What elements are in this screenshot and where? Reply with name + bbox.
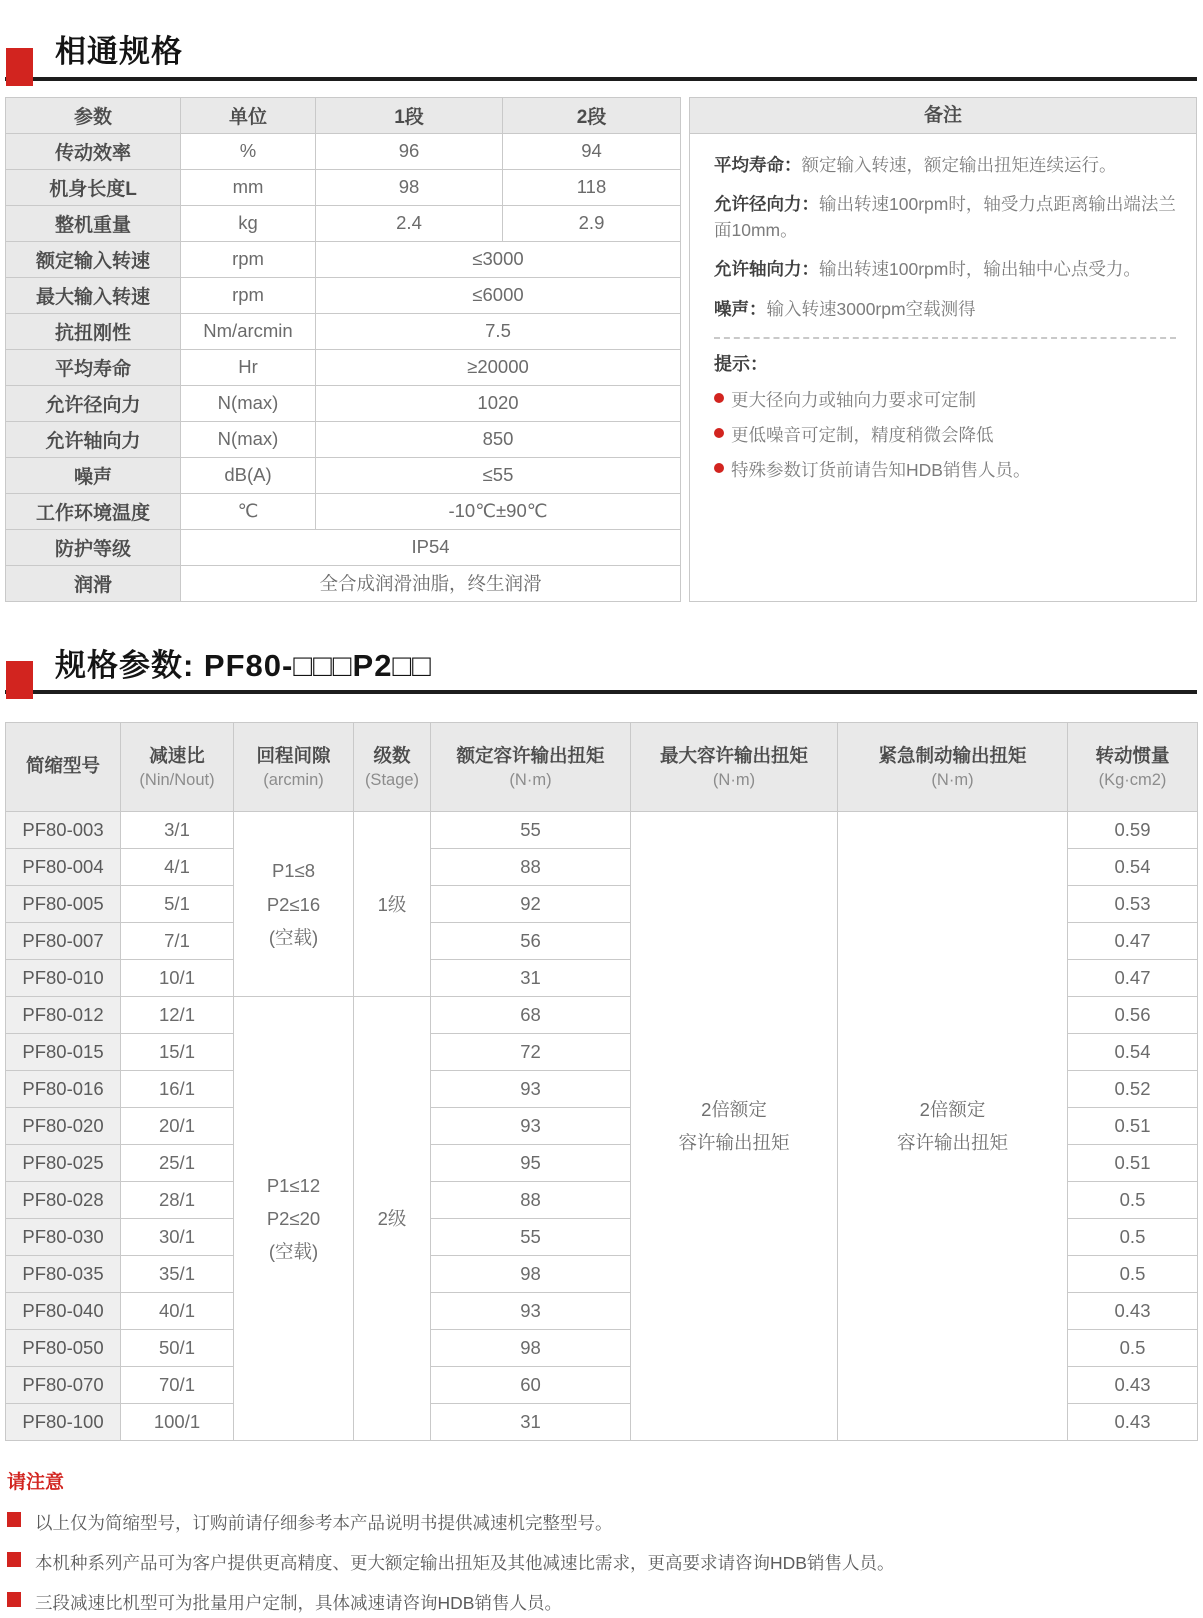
inertia-cell: 0.59 xyxy=(1068,812,1198,849)
model-cell: PF80-004 xyxy=(6,849,121,886)
ratio-cell: 28/1 xyxy=(121,1182,234,1219)
rated-torque-cell: 55 xyxy=(431,812,631,849)
remark-text: 输入转速3000rpm空载测得 xyxy=(766,298,976,319)
ratio-cell: 10/1 xyxy=(121,960,234,997)
table-row xyxy=(6,349,681,385)
table-row xyxy=(6,565,681,601)
ratio-cell: 35/1 xyxy=(121,1256,234,1293)
table-row xyxy=(6,205,681,241)
value-both-stages: 7.5 xyxy=(316,313,681,349)
table-row xyxy=(6,313,681,349)
ratio-cell: 12/1 xyxy=(121,997,234,1034)
inertia-cell: 0.43 xyxy=(1068,1367,1198,1404)
bullet-dot-icon xyxy=(714,463,724,473)
value-full-width: IP54 xyxy=(181,529,681,565)
remarks-body xyxy=(690,134,1196,501)
table-row xyxy=(6,529,681,565)
param-label: 允许轴向力 xyxy=(6,421,181,457)
value-stage1: 98 xyxy=(316,169,503,205)
ratio-cell: 20/1 xyxy=(121,1108,234,1145)
col-header-brake-torque: 紧急制动输出扭矩 (N·m) xyxy=(838,723,1068,812)
param-label: 润滑 xyxy=(6,565,181,601)
model-cell: PF80-030 xyxy=(6,1219,121,1256)
value-both-stages: ≥20000 xyxy=(316,349,681,385)
model-cell: PF80-040 xyxy=(6,1293,121,1330)
bullet-dot-icon xyxy=(714,393,724,403)
remark-label: 平均寿命： xyxy=(714,154,802,175)
rated-torque-cell: 60 xyxy=(431,1367,631,1404)
remark-text: 输出转速100rpm时，轴受力点距离输出端法兰面10mm。 xyxy=(714,193,1176,241)
param-label: 工作环境温度 xyxy=(6,493,181,529)
rated-torque-cell: 93 xyxy=(431,1293,631,1330)
param-label: 平均寿命 xyxy=(6,349,181,385)
value-stage2: 94 xyxy=(503,133,681,169)
inertia-cell: 0.51 xyxy=(1068,1145,1198,1182)
rated-torque-cell: 98 xyxy=(431,1256,631,1293)
col-header-rated-torque: 额定容许输出扭矩 (N·m) xyxy=(431,723,631,812)
col-header-stage: 级数 (Stage) xyxy=(354,723,431,812)
table-row xyxy=(6,169,681,205)
value-both-stages: 850 xyxy=(316,421,681,457)
rated-torque-cell: 56 xyxy=(431,923,631,960)
model-cell: PF80-016 xyxy=(6,1071,121,1108)
ratio-cell: 4/1 xyxy=(121,849,234,886)
model-cell: PF80-100 xyxy=(6,1404,121,1441)
col-header-max-torque: 最大容许输出扭矩 (N·m) xyxy=(631,723,838,812)
remark-item xyxy=(714,256,1176,282)
tips-title: 提示： xyxy=(714,353,768,374)
red-square-icon xyxy=(6,48,33,86)
inertia-cell: 0.5 xyxy=(1068,1330,1198,1367)
unit-cell: rpm xyxy=(181,277,316,313)
rated-torque-cell: 68 xyxy=(431,997,631,1034)
model-cell: PF80-015 xyxy=(6,1034,121,1071)
unit-cell: kg xyxy=(181,205,316,241)
max-torque-merged-cell: 2倍额定 容许输出扭矩 xyxy=(631,812,838,1441)
notice-text: 以上仅为简缩型号，订购前请仔细参考本产品说明书提供减速机完整型号。 xyxy=(35,1513,613,1534)
model-cell: PF80-020 xyxy=(6,1108,121,1145)
param-label: 额定输入转速 xyxy=(6,241,181,277)
bullet-square-icon xyxy=(7,1512,21,1527)
tip-item xyxy=(714,422,1176,448)
inertia-cell: 0.51 xyxy=(1068,1108,1198,1145)
notice-text: 三段减速比机型可为批量用户定制，具体减速请咨询HDB销售人员。 xyxy=(35,1593,562,1614)
table-row xyxy=(6,812,1198,849)
tip-text: 更大径向力或轴向力要求可定制 xyxy=(731,389,976,410)
param-label: 噪声 xyxy=(6,457,181,493)
inertia-cell: 0.5 xyxy=(1068,1256,1198,1293)
unit-cell: % xyxy=(181,133,316,169)
rated-torque-cell: 92 xyxy=(431,886,631,923)
rated-torque-cell: 93 xyxy=(431,1071,631,1108)
unit-cell: dB(A) xyxy=(181,457,316,493)
remarks-panel xyxy=(689,97,1197,602)
inertia-cell: 0.47 xyxy=(1068,960,1198,997)
stage-group2-cell: 2级 xyxy=(354,997,431,1441)
spec-param-table xyxy=(5,722,1198,1441)
col-header-param: 参数 xyxy=(6,97,181,133)
unit-cell: ℃ xyxy=(181,493,316,529)
param-label: 整机重量 xyxy=(6,205,181,241)
inertia-cell: 0.5 xyxy=(1068,1182,1198,1219)
inertia-cell: 0.52 xyxy=(1068,1071,1198,1108)
unit-cell: mm xyxy=(181,169,316,205)
param-label: 传动效率 xyxy=(6,133,181,169)
rated-torque-cell: 93 xyxy=(431,1108,631,1145)
inertia-cell: 0.54 xyxy=(1068,1034,1198,1071)
remark-text: 输出转速100rpm时，输出轴中心点受力。 xyxy=(819,259,1141,280)
remark-item xyxy=(714,296,1176,322)
table-row xyxy=(6,457,681,493)
table-row xyxy=(6,133,681,169)
ratio-cell: 5/1 xyxy=(121,886,234,923)
common-spec-area xyxy=(5,97,1197,602)
table-row xyxy=(6,421,681,457)
table-row xyxy=(6,385,681,421)
ratio-cell: 50/1 xyxy=(121,1330,234,1367)
dashed-divider xyxy=(714,337,1176,339)
model-cell: PF80-007 xyxy=(6,923,121,960)
unit-cell: N(max) xyxy=(181,385,316,421)
remark-item xyxy=(714,191,1176,244)
ratio-cell: 100/1 xyxy=(121,1404,234,1441)
tip-text: 更低噪音可定制，精度稍微会降低 xyxy=(731,425,994,446)
notice-text: 本机种系列产品可为客户提供更高精度、更大额定输出扭矩及其他减速比需求，更高要求请咨询HDB销售人员。 xyxy=(35,1553,895,1574)
model-cell: PF80-010 xyxy=(6,960,121,997)
section2-header xyxy=(5,648,1197,695)
table-row xyxy=(6,241,681,277)
backlash-group1-cell: P1≤8 P2≤16 (空载) xyxy=(234,812,354,997)
inertia-cell: 0.54 xyxy=(1068,849,1198,886)
rated-torque-cell: 31 xyxy=(431,1404,631,1441)
model-cell: PF80-050 xyxy=(6,1330,121,1367)
rated-torque-cell: 98 xyxy=(431,1330,631,1367)
remark-label: 允许径向力： xyxy=(714,193,819,214)
remark-item xyxy=(714,152,1176,178)
common-spec-table xyxy=(5,97,681,602)
inertia-cell: 0.53 xyxy=(1068,886,1198,923)
unit-cell: rpm xyxy=(181,241,316,277)
table-row xyxy=(6,493,681,529)
param-label: 机身长度L xyxy=(6,169,181,205)
col-header-stage2: 2段 xyxy=(503,97,681,133)
col-header-unit: 单位 xyxy=(181,97,316,133)
value-both-stages: ≤6000 xyxy=(316,277,681,313)
model-cell: PF80-035 xyxy=(6,1256,121,1293)
ratio-cell: 7/1 xyxy=(121,923,234,960)
value-stage2: 118 xyxy=(503,169,681,205)
unit-cell: Nm/arcmin xyxy=(181,313,316,349)
model-cell: PF80-012 xyxy=(6,997,121,1034)
col-header-stage1: 1段 xyxy=(316,97,503,133)
value-both-stages: ≤3000 xyxy=(316,241,681,277)
param-label: 最大输入转速 xyxy=(6,277,181,313)
model-cell: PF80-025 xyxy=(6,1145,121,1182)
rated-torque-cell: 31 xyxy=(431,960,631,997)
header-row xyxy=(6,97,681,133)
unit-cell: Hr xyxy=(181,349,316,385)
rated-torque-cell: 88 xyxy=(431,1182,631,1219)
inertia-cell: 0.43 xyxy=(1068,1293,1198,1330)
remark-text: 额定输入转速，额定输出扭矩连续运行。 xyxy=(801,154,1117,175)
param-label: 允许径向力 xyxy=(6,385,181,421)
col-header-ratio: 减速比 (Nin/Nout) xyxy=(121,723,234,812)
param-label: 防护等级 xyxy=(6,529,181,565)
rated-torque-cell: 95 xyxy=(431,1145,631,1182)
table-row xyxy=(6,277,681,313)
ratio-cell: 40/1 xyxy=(121,1293,234,1330)
model-cell: PF80-005 xyxy=(6,886,121,923)
red-square-icon xyxy=(6,661,33,699)
section1-header xyxy=(5,34,1197,81)
notice-item xyxy=(7,1550,1197,1575)
rated-torque-cell: 72 xyxy=(431,1034,631,1071)
col-header-model: 简缩型号 xyxy=(6,723,121,812)
value-both-stages: ≤55 xyxy=(316,457,681,493)
bullet-square-icon xyxy=(7,1552,21,1567)
tip-text: 特殊参数订货前请告知HDB销售人员。 xyxy=(731,460,1031,481)
ratio-cell: 25/1 xyxy=(121,1145,234,1182)
ratio-cell: 15/1 xyxy=(121,1034,234,1071)
header-row xyxy=(6,723,1198,812)
ratio-cell: 70/1 xyxy=(121,1367,234,1404)
notice-item xyxy=(7,1510,1197,1535)
inertia-cell: 0.47 xyxy=(1068,923,1198,960)
bullet-square-icon xyxy=(7,1592,21,1607)
remark-label: 允许轴向力： xyxy=(714,259,819,280)
section2-title: 规格参数: PF80-□□□P2□□ xyxy=(55,647,432,683)
value-stage1: 2.4 xyxy=(316,205,503,241)
value-full-width: 全合成润滑油脂，终生润滑 xyxy=(181,565,681,601)
backlash-group2-cell: P1≤12 P2≤20 (空载) xyxy=(234,997,354,1441)
bullet-dot-icon xyxy=(714,428,724,438)
section1-title: 相通规格 xyxy=(55,34,183,69)
rated-torque-cell: 88 xyxy=(431,849,631,886)
value-stage1: 96 xyxy=(316,133,503,169)
value-stage2: 2.9 xyxy=(503,205,681,241)
tip-item xyxy=(714,457,1176,483)
notice-title: 请注意 xyxy=(7,1472,65,1494)
footer-notice xyxy=(7,1467,1197,1615)
inertia-cell: 0.5 xyxy=(1068,1219,1198,1256)
col-header-backlash: 回程间隙 (arcmin) xyxy=(234,723,354,812)
ratio-cell: 30/1 xyxy=(121,1219,234,1256)
unit-cell: N(max) xyxy=(181,421,316,457)
remark-label: 噪声： xyxy=(714,298,767,319)
inertia-cell: 0.43 xyxy=(1068,1404,1198,1441)
value-both-stages: 1020 xyxy=(316,385,681,421)
notice-item xyxy=(7,1590,1197,1615)
param-label: 抗扭刚性 xyxy=(6,313,181,349)
stage-group1-cell: 1级 xyxy=(354,812,431,997)
ratio-cell: 16/1 xyxy=(121,1071,234,1108)
col-header-inertia: 转动惯量 (Kg·cm2) xyxy=(1068,723,1198,812)
model-cell: PF80-028 xyxy=(6,1182,121,1219)
model-cell: PF80-070 xyxy=(6,1367,121,1404)
model-cell: PF80-003 xyxy=(6,812,121,849)
rated-torque-cell: 55 xyxy=(431,1219,631,1256)
remarks-header: 备注 xyxy=(690,98,1196,134)
tip-item xyxy=(714,387,1176,413)
ratio-cell: 3/1 xyxy=(121,812,234,849)
inertia-cell: 0.56 xyxy=(1068,997,1198,1034)
value-both-stages: -10℃±90℃ xyxy=(316,493,681,529)
brake-torque-merged-cell: 2倍额定 容许输出扭矩 xyxy=(838,812,1068,1441)
